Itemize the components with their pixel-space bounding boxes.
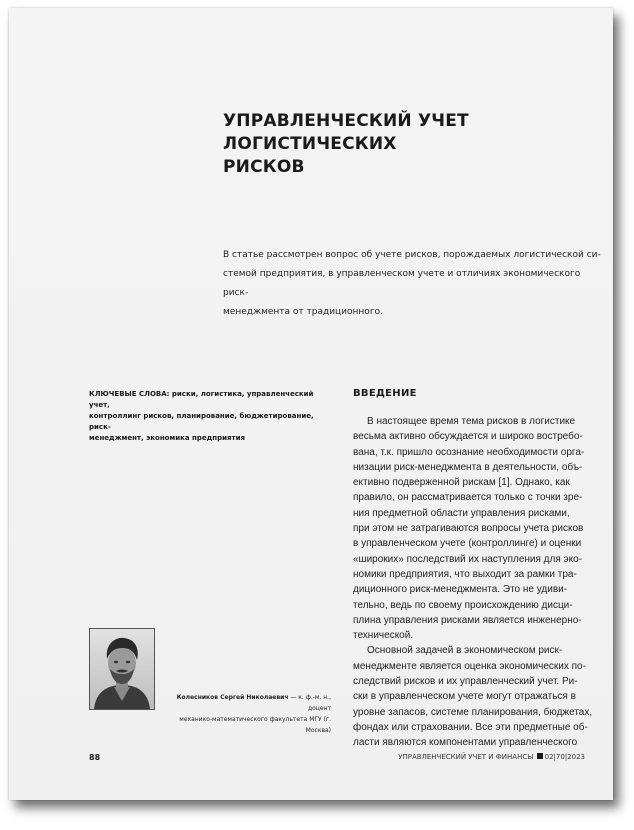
author-affiliation: механико-математического факультета МГУ (г. Москва) bbox=[179, 716, 331, 734]
author-line bbox=[159, 692, 331, 714]
text-line: номики предприятия, что выходит за рамки тра- bbox=[353, 568, 577, 580]
square-bullet-icon bbox=[537, 753, 543, 759]
text-line: ективно подверженной рискам [1]. Однако, как bbox=[353, 477, 570, 489]
text-line: ски в управленческом учете могут отражаться в bbox=[353, 691, 576, 703]
text-line: Основной задачей в экономическом риск- bbox=[367, 645, 563, 657]
text-line: вана, т.к. пришло осознание необходимости орга- bbox=[353, 446, 585, 458]
abstract-line: В статье рассмотрен вопрос об учете рисков, порождаемых логистической си- bbox=[223, 250, 601, 260]
text-line: В настоящее время тема рисков в логистике bbox=[367, 416, 576, 427]
title-line: УПРАВЛЕНЧЕСКИЙ УЧЕТ ЛОГИСТИЧЕСКИХ bbox=[223, 111, 469, 154]
text-line: правило, он рассматривается только с точки зре- bbox=[353, 492, 583, 504]
author-name: Колесников Сергей Николаевич bbox=[176, 694, 289, 701]
keywords-line: менеджмент, экономика предприятия bbox=[89, 434, 245, 442]
text-line: тельно, ведь по своему происхождению дисци- bbox=[353, 599, 573, 611]
text-line: менеджменте является оценка экономических по- bbox=[353, 660, 586, 672]
abstract-line: менеджмента от традиционного. bbox=[223, 307, 383, 317]
body-text bbox=[353, 414, 593, 751]
text-line: «широких» последствий их наступления для эко- bbox=[353, 553, 583, 565]
keywords-block bbox=[89, 389, 329, 444]
abstract-line: стемой предприятия, в управленческом учете и отличиях экономического риск- bbox=[223, 269, 581, 298]
text-line: следствий рисков и их управленческий учет. Ри- bbox=[353, 676, 578, 688]
text-line: весьма активно обсуждается и широко востребо- bbox=[353, 431, 583, 443]
text-line: ласти являются компонентами управленческого bbox=[353, 737, 578, 749]
title-line: РИСКОВ bbox=[223, 157, 305, 177]
text-line: низации риск-менеджмента в деятельности, объ- bbox=[353, 461, 583, 473]
journal-footer bbox=[398, 753, 585, 761]
text-line: в управленческом учете (контроллинге) и оценки bbox=[353, 538, 582, 550]
page-number: 88 bbox=[89, 753, 101, 762]
author-credentials: — к. ф.-м. н., доцент bbox=[288, 694, 331, 712]
text-line: фондах или страховании. Все эти предметные об- bbox=[353, 721, 588, 733]
text-line: ния предметной области управления рисками, bbox=[353, 507, 570, 519]
keywords-line: контроллинг рисков, планирование, бюджетирование, риск- bbox=[89, 412, 314, 431]
text-line: технической. bbox=[353, 630, 414, 642]
text-line: диционного риск-менеджмента. Это не удиви- bbox=[353, 584, 568, 596]
text-line: при этом не затрагиваются вопросы учета рисков bbox=[353, 523, 584, 535]
issue-number: 02|70|2023 bbox=[544, 753, 585, 761]
journal-page bbox=[9, 8, 613, 800]
text-line: уровне запасов, системе планирования, бюджетах, bbox=[353, 706, 593, 718]
article-abstract bbox=[223, 246, 603, 322]
journal-name: УПРАВЛЕНЧЕСКИЙ УЧЕТ И ФИНАНСЫ bbox=[398, 753, 534, 761]
text-line: плина управления рисками является инженерно- bbox=[353, 614, 582, 626]
author-portrait-image bbox=[90, 629, 154, 709]
article-title bbox=[223, 110, 603, 179]
author-photo bbox=[89, 628, 155, 710]
section-heading: ВВЕДЕНИЕ bbox=[353, 388, 417, 399]
keywords-line: КЛЮЧЕВЫЕ СЛОВА: риски, логистика, управленческий учет, bbox=[89, 390, 314, 409]
author-info bbox=[159, 692, 331, 736]
